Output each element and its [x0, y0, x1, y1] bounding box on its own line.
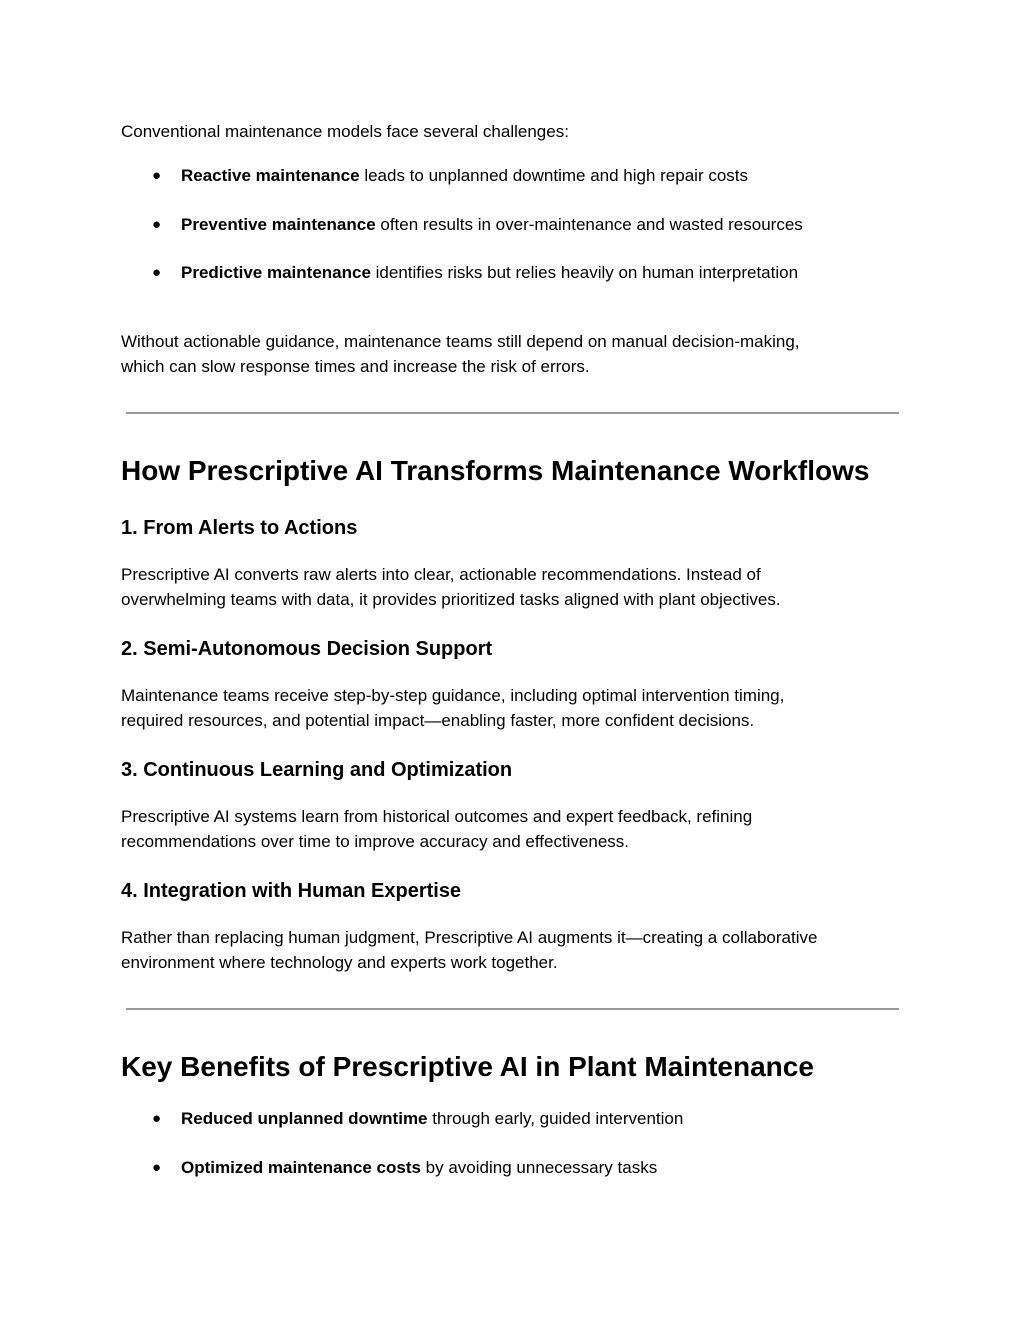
bullet-bold: Preventive maintenance — [181, 215, 376, 234]
paragraph-line: Prescriptive AI systems learn from historical outcomes and expert feedback, refining — [121, 807, 753, 826]
subsection-paragraph — [121, 805, 911, 854]
subsection-heading: 3. Continuous Learning and Optimization — [121, 759, 513, 781]
subsection-heading: 2. Semi-Autonomous Decision Support — [121, 638, 493, 660]
bullet-icon: ● — [152, 1110, 162, 1127]
bullet-bold: Predictive maintenance — [181, 263, 371, 282]
subsection-paragraph — [121, 684, 911, 733]
bullet-bold: Reduced unplanned downtime — [181, 1109, 428, 1128]
divider — [126, 1008, 899, 1010]
bullet-icon: ● — [152, 1159, 162, 1176]
subsection-heading: 4. Integration with Human Expertise — [121, 880, 462, 902]
paragraph-line: Maintenance teams receive step-by-step guidance, including optimal intervention timing, — [121, 686, 785, 705]
bullet-text: leads to unplanned downtime and high repair costs — [359, 166, 749, 185]
bullet-bold: Reactive maintenance — [181, 166, 360, 185]
bullet-text: through early, guided intervention — [427, 1109, 684, 1128]
bullet-icon: ● — [152, 167, 162, 184]
section-title: How Prescriptive AI Transforms Maintenance Workflows — [121, 455, 870, 486]
subsection-paragraph — [121, 563, 911, 612]
bullet-text: often results in over-maintenance and wasted resources — [375, 215, 803, 234]
bullet-icon: ● — [152, 216, 162, 233]
closing-paragraph — [121, 330, 911, 379]
bullet-text: by avoiding unnecessary tasks — [420, 1158, 658, 1177]
bullet-bold: Optimized maintenance costs — [181, 1158, 421, 1177]
bullet-icon: ● — [152, 264, 162, 281]
paragraph-line: which can slow response times and increase the risk of errors. — [121, 356, 590, 376]
subsection-heading: 1. From Alerts to Actions — [121, 517, 358, 539]
paragraph-line: required resources, and potential impact—enabling faster, more confident decisions. — [121, 710, 755, 730]
paragraph-line: overwhelming teams with data, it provides prioritized tasks aligned with plant objectives. — [121, 589, 781, 609]
paragraph-line: Prescriptive AI converts raw alerts into clear, actionable recommendations. Instead of — [121, 565, 761, 584]
intro-paragraph: Conventional maintenance models face several challenges: — [121, 122, 569, 141]
paragraph-line: environment where technology and experts work together. — [121, 952, 558, 972]
paragraph-line: Rather than replacing human judgment, Prescriptive AI augments it—creating a collaborative — [121, 928, 818, 947]
subsection-paragraph — [121, 926, 911, 975]
bullet-text: identifies risks but relies heavily on human interpretation — [370, 263, 799, 282]
section-title: Key Benefits of Prescriptive AI in Plant Maintenance — [121, 1051, 814, 1082]
paragraph-line: Without actionable guidance, maintenance teams still depend on manual decision-making, — [121, 332, 800, 351]
divider — [126, 412, 899, 414]
paragraph-line: recommendations over time to improve accuracy and effectiveness. — [121, 831, 630, 851]
